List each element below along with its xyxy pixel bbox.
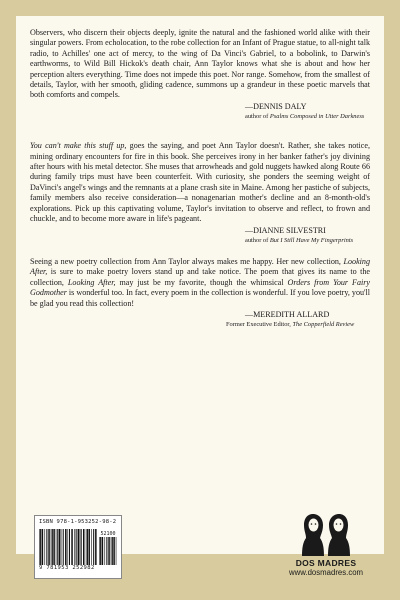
barcode-bars: [39, 527, 117, 565]
barcode-bar: [116, 537, 117, 565]
barcode-bar: [51, 529, 52, 565]
review-3-text: [30, 257, 370, 309]
isbn-barcode-header: [39, 519, 117, 526]
barcode-bar: [39, 529, 40, 565]
barcode-bar: [59, 529, 61, 565]
barcode-bar: [40, 529, 41, 565]
barcode-bar: [44, 529, 45, 565]
barcode-bar: [104, 537, 105, 565]
review-3-part-2: is sure to make poetry lovers stand up and take notice. The poem that gives its name to the collection,: [30, 267, 370, 287]
barcode-bar: [112, 537, 113, 565]
review-1-reviewer: —DENNIS DALY: [245, 101, 307, 111]
barcode-bar: [46, 529, 47, 565]
barcode-bar: [42, 529, 44, 565]
barcode-bar: [83, 529, 85, 565]
review-1-book-title: Psalms Composed in Utter Darkness: [269, 113, 365, 121]
review-2-role-prefix: author of: [245, 236, 270, 244]
barcode-bar: [63, 529, 64, 565]
barcode-bar: [99, 537, 100, 565]
review-2-quote: You can't make this stuff up: [30, 141, 125, 151]
publisher-name: DOS MADRES: [295, 558, 357, 568]
isbn-barcode: [34, 515, 122, 579]
review-1-role: [245, 112, 370, 121]
barcode-bar: [71, 529, 73, 565]
barcode-bar: [74, 529, 75, 565]
barcode-bar: [57, 529, 58, 565]
review-2-body: , goes the saying, and poet Ann Taylor doesn't. Rather, she takes notice, mining ordinary encounters for fire in this book. She perceives irony in her banker father's joy divining after hours with his metal detector. She muses that arrowheads and gold nuggets hawked along Route 66 during family trips must have been counterfeit. With curiosity, she ponders the seeming weight of DaVinci's angel's wings and the remnants at a plane crash site in Maine. Among her pastiche of subjects, family members also receive consideration—a nonagenarian mother's decline and an 8-month-old's explorations. Pick up this captivating volume, Taylor's invitation to observe and reflect, to frown and chuckle, and to become more aware in life's pageant.: [30, 141, 371, 224]
barcode-bar: [108, 537, 110, 565]
review-3-part-3: may just be my favorite, though the whimsical: [115, 277, 288, 287]
publisher-logo: [284, 510, 368, 596]
barcode-bar: [56, 529, 57, 565]
barcode-bar: [106, 537, 107, 565]
review-3-magazine-title: The Copperfield Review: [292, 321, 355, 329]
barcode-bar: [81, 529, 82, 565]
review-3-title-2: Looking After,: [67, 277, 116, 287]
barcode-bar: [65, 529, 67, 565]
barcode-bar: [86, 529, 87, 565]
barcode-bar: [61, 529, 62, 565]
review-3-part-1: Seeing a new poetry collection from Ann Taylor always makes me happy. Her new collection,: [30, 256, 344, 266]
barcode-number: 9 781953 252982: [39, 565, 95, 571]
barcode-bar: [113, 537, 115, 565]
barcode-bar: [95, 529, 97, 565]
publisher-url: www.dosmadres.com: [288, 568, 364, 577]
price-addon-barcode-graphic: [99, 537, 117, 565]
review-3-role-prefix: Former Executive Editor,: [226, 321, 293, 329]
review-2-attribution: [245, 226, 370, 245]
review-3-attribution: [226, 310, 370, 329]
two-madres-silhouette-icon: [300, 510, 352, 558]
review-2: [30, 141, 370, 245]
review-1-role-prefix: author of: [245, 113, 270, 121]
barcode-bar: [80, 529, 81, 565]
price-code: 52100: [100, 531, 116, 537]
review-3-part-4: is wonderful too. In fact, every poem in the collection is wonderful. If you love poetry, you'll be glad you read this collection!: [30, 288, 370, 308]
barcode-bar: [48, 529, 50, 565]
barcode-bar: [53, 529, 55, 565]
ean-barcode-graphic: [39, 529, 97, 565]
barcode-bar: [78, 529, 80, 565]
review-3-title-1: Looking After,: [30, 256, 370, 277]
review-1-attribution: [245, 102, 370, 121]
review-3-title-3: Orders from Your Fairy Godmother: [30, 277, 371, 298]
barcode-bar: [91, 529, 92, 565]
review-3-role: [226, 320, 370, 329]
review-2-text: [30, 141, 370, 224]
review-2-book-title: But I Still Have My Fingerprints: [269, 236, 354, 244]
review-1-text: Observers, who discern their objects deeply, ignite the natural and the fashioned world alike with their singular powers. From echolocation, to the robe collection for an Infant of Prague statue, to all-night talk radio, to Achilles' one act of mercy, to the wing of Da Vinci's Gabriel, to a bobolink, to Darwin's earthworms, to Wild Bill Hickok's death chair, Ann Taylor knows what she is about and how her perception alters everything. Time does not impede this poet. Nor range. Somehow, from the smallest of details, Taylor, with her smooth, gliding cadence, summons up a grandeur in these poetic marvels that both comforts and compels.: [30, 28, 370, 100]
barcode-bar: [100, 537, 101, 565]
barcode-bar: [76, 529, 77, 565]
review-2-reviewer: —DIANNE SILVESTRI: [245, 225, 326, 235]
barcode-bar: [52, 529, 53, 565]
barcode-bar: [111, 537, 112, 565]
barcode-bar: [93, 529, 94, 565]
barcode-bar: [88, 529, 90, 565]
back-cover-text-panel: [16, 16, 384, 554]
barcode-bar: [102, 537, 104, 565]
barcode-bar: [87, 529, 88, 565]
review-2-role: [245, 236, 370, 245]
isbn-label: ISBN 978-1-953252-98-2: [39, 519, 117, 525]
barcode-bar: [67, 529, 68, 565]
review-3-reviewer: —MEREDITH ALLARD: [245, 309, 330, 319]
review-3: [30, 257, 370, 329]
barcode-bar: [69, 529, 70, 565]
review-1: [30, 28, 370, 121]
